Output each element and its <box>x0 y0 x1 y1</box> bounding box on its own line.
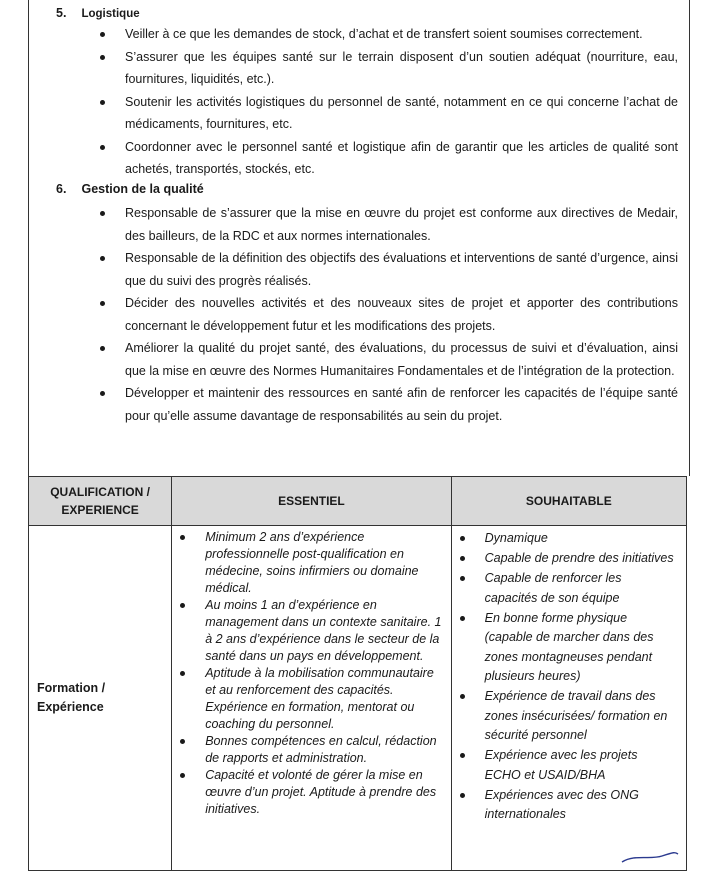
section-5-title: Logistique <box>81 8 140 20</box>
list-item: Dynamique <box>485 529 677 549</box>
bullet-icon <box>100 145 105 150</box>
section-6-list <box>100 202 678 427</box>
bullet-icon <box>460 793 465 798</box>
header-souhaitable: SOUHAITABLE <box>451 477 686 526</box>
section-5-list <box>100 23 678 181</box>
bullet-icon <box>460 694 465 699</box>
bullet-icon <box>180 739 185 744</box>
list-item: Bonnes compétences en calcul, rédaction de rapports et administration. <box>205 733 441 767</box>
list-item: Décider des nouvelles activités et des nouveaux sites de projet et apporter des contributions concernant le développement futur et les modifications des projets. <box>100 292 678 337</box>
essentiel-cell <box>172 526 451 871</box>
list-item: Veiller à ce que les demandes de stock, d’achat et de transfert soient soumises correctement. <box>100 23 678 46</box>
section-6-title: Gestion de la qualité <box>81 182 204 196</box>
bullet-icon <box>180 671 185 676</box>
signature-stroke-icon <box>620 850 680 864</box>
list-item: Minimum 2 ans d’expérience professionnelle post-qualification en médecine, soins infirmiers ou domaine médical. <box>205 529 441 597</box>
list-item: Aptitude à la mobilisation communautaire et au renforcement des capacités. Expérience en formation, mentorat ou coaching du personnel. <box>205 665 441 733</box>
bullet-icon <box>180 603 185 608</box>
bullet-icon <box>100 346 105 351</box>
souhaitable-cell <box>451 526 686 871</box>
list-item: Améliorer la qualité du projet santé, des évaluations, du processus de suivi et d’évaluation, ainsi que la mise en œuvre des Normes Humanitaires Fondamentales et de l’intégration de la protection. <box>100 337 678 382</box>
list-item: Soutenir les activités logistiques du personnel de santé, notamment en ce qui concerne l’achat de médicaments, fournitures, etc. <box>100 91 678 136</box>
section-5-number: 5. <box>56 6 67 20</box>
list-item: Responsable de la définition des objectifs des évaluations et interventions de santé d’urgence, ainsi que du suivi des progrès réalisés. <box>100 247 678 292</box>
header-qualification: QUALIFICATION / EXPERIENCE <box>29 477 172 526</box>
essentiel-list <box>173 527 449 818</box>
list-item: Capable de prendre des initiatives <box>485 549 677 569</box>
header-essentiel: ESSENTIEL <box>172 477 451 526</box>
bullet-icon <box>180 773 185 778</box>
table-row <box>29 526 687 871</box>
souhaitable-list <box>453 527 685 825</box>
bullet-icon <box>100 211 105 216</box>
list-item: Capacité et volonté de gérer la mise en œuvre d’un projet. Aptitude à prendre des initiatives. <box>205 767 441 818</box>
bullet-icon <box>100 32 105 37</box>
bullet-icon <box>460 576 465 581</box>
bullet-icon <box>100 55 105 60</box>
list-item: Développer et maintenir des ressources en santé afin de renforcer les capacités de l’équipe santé pour qu’elle assume davantage de responsabilités au sein du projet. <box>100 382 678 427</box>
bullet-icon <box>460 556 465 561</box>
section-6-heading <box>56 182 204 196</box>
list-item: Expériences avec des ONG internationales <box>485 786 677 825</box>
bullet-icon <box>460 616 465 621</box>
bullet-icon <box>100 391 105 396</box>
bullet-icon <box>460 753 465 758</box>
bullet-icon <box>460 536 465 541</box>
section-5-heading <box>56 6 140 20</box>
list-item: Capable de renforcer les capacités de son équipe <box>485 569 677 608</box>
list-item: Expérience avec les projets ECHO et USAID/BHA <box>485 746 677 785</box>
qualification-table <box>28 476 687 871</box>
bullet-icon <box>100 256 105 261</box>
section-6-number: 6. <box>56 182 67 196</box>
row-label-formation: Formation / Expérience <box>29 526 172 871</box>
list-item: En bonne forme physique (capable de marcher dans des zones montagneuses pendant plusieurs heures) <box>485 609 677 687</box>
list-item: S’assurer que les équipes santé sur le terrain disposent d’un soutien adéquat (nourriture, eau, fournitures, liquidités, etc.). <box>100 46 678 91</box>
list-item: Expérience de travail dans des zones insécurisées/ formation en sécurité personnel <box>485 687 677 746</box>
bullet-icon <box>100 301 105 306</box>
list-item: Responsable de s’assurer que la mise en œuvre du projet est conforme aux directives de Medair, des bailleurs, de la RDC et aux normes internationales. <box>100 202 678 247</box>
bullet-icon <box>100 100 105 105</box>
list-item: Au moins 1 an d’expérience en management dans un contexte sanitaire. 1 à 2 ans d’expérience dans le secteur de la santé dans un pays en développement. <box>205 597 441 665</box>
table-header-row <box>29 477 687 526</box>
bullet-icon <box>180 535 185 540</box>
list-item: Coordonner avec le personnel santé et logistique afin de garantir que les articles de qualité sont achetés, transportés, stockés, etc. <box>100 136 678 181</box>
